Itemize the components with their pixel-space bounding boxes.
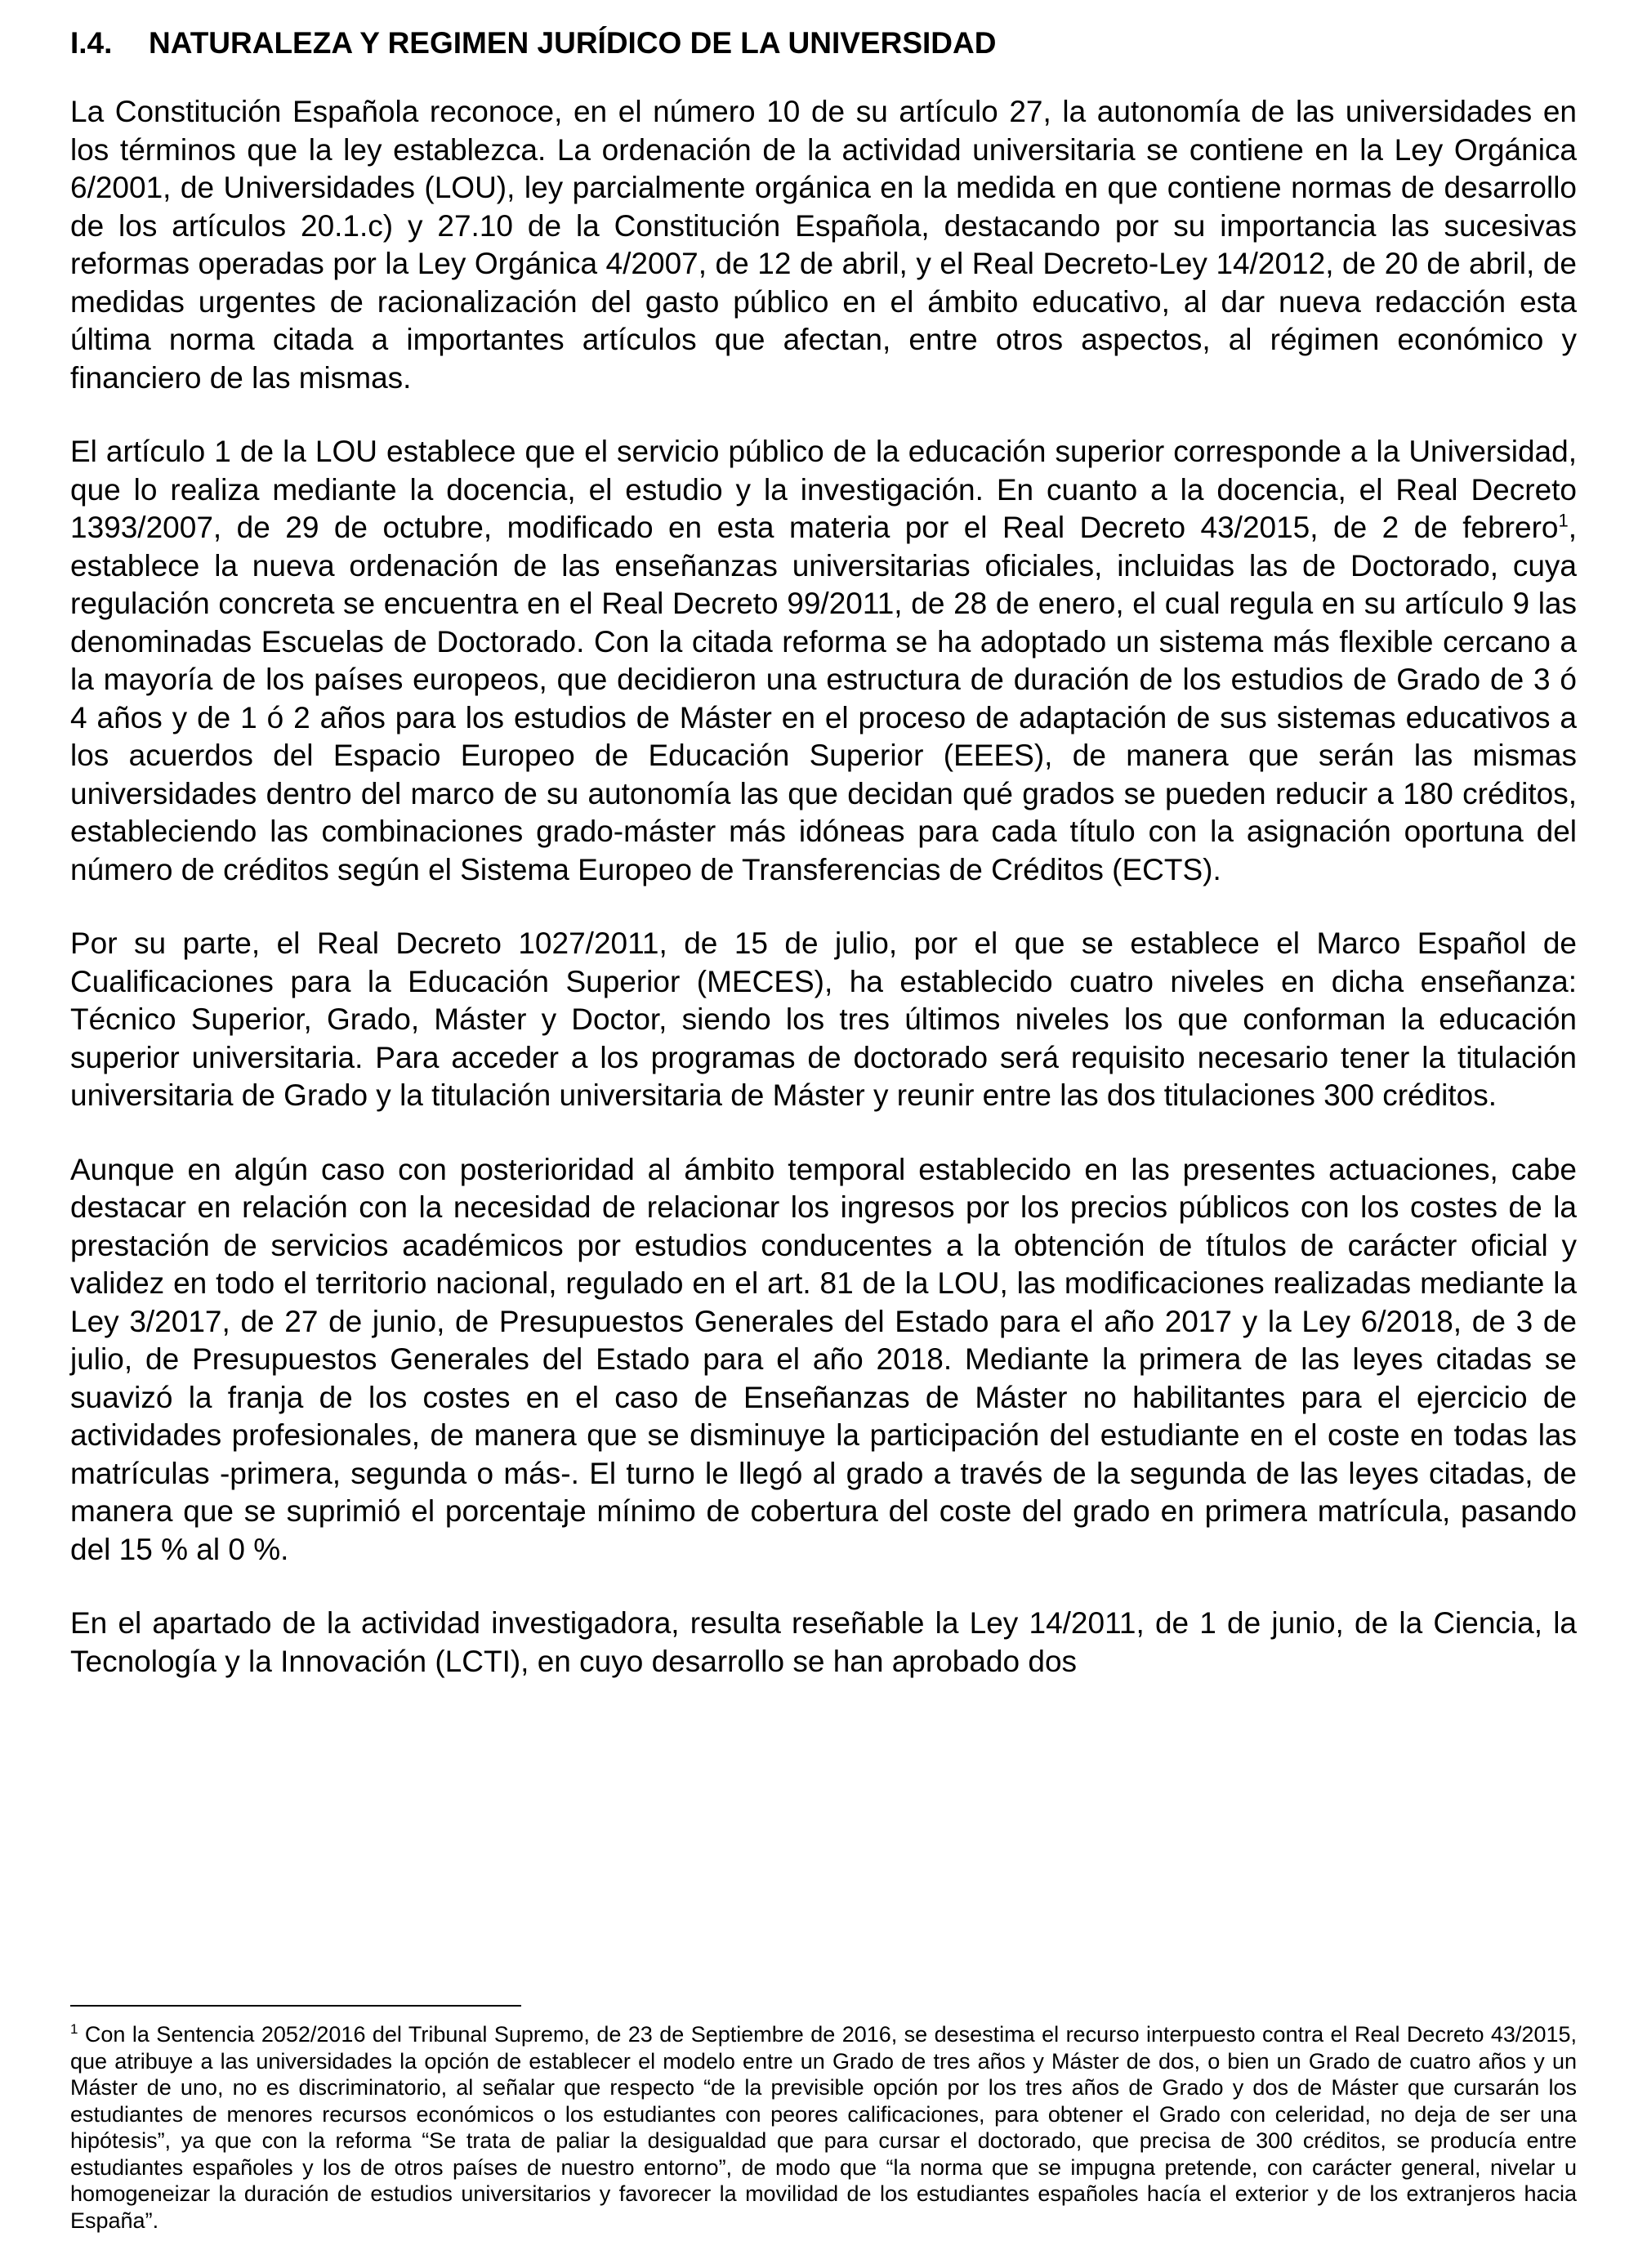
paragraph-4: Aunque en algún caso con posterioridad al ámbito temporal establecido en las presentes actuaciones, cabe destacar en relación con la necesidad de relacionar los ingresos por los precios públicos con los costes de la prestación de servicios académicos por estudios conducentes a la obtención de títulos de carácter oficial y validez en todo el territorio nacional, regulado en el art. 81 de la LOU, las modificaciones realizadas mediante la Ley 3/2017, de 27 de junio, de Presupuestos Generales del Estado para el año 2017 y la Ley 6/2018, de 3 de julio, de Presupuestos Generales del Estado para el año 2018. Mediante la primera de las leyes citadas se suavizó la franja de los costes en el caso de Enseñanzas de Máster no habilitantes para el ejercicio de actividades profesionales, de manera que se disminuye la participación del estudiante en el coste en todas las matrículas -primera, segunda o más-. El turno le llegó al grado a través de la segunda de las leyes citadas, de manera que se suprimió el porcentaje mínimo de cobertura del coste del grado en primera matrícula, pasando del 15 % al 0 %. [70,1152,1577,1566]
paragraph-5: En el apartado de la actividad investigadora, resulta reseñable la Ley 14/2011, de 1 de junio, de la Ciencia, la Tecnología y la Innovación (LCTI), en cuyo desarrollo se han aprobado dos [70,1606,1577,1678]
section-heading [70,23,1577,64]
paragraph-1: La Constitución Española reconoce, en el número 10 de su artículo 27, la autonomía de las universidades en los términos que la ley establezca. La ordenación de la actividad universitaria se contiene en la Ley Orgánica 6/2001, de Universidades (LOU), ley parcialmente orgánica en la medida en que contiene normas de desarrollo de los artículos 20.1.c) y 27.10 de la Constitución Española, destacando por su importancia las sucesivas reformas operadas por la Ley Orgánica 4/2007, de 12 de abril, y el Real Decreto-Ley 14/2012, de 20 de abril, de medidas urgentes de racionalización del gasto público en el ámbito educativo, al dar nueva redacción esta última norma citada a importantes artículos que afectan, entre otros aspectos, al régimen económico y financiero de las mismas. [70,95,1577,395]
paragraph-2 [70,433,1577,889]
paragraph-3: Por su parte, el Real Decreto 1027/2011, de 15 de julio, por el que se establece el Marco Español de Cualificaciones para la Educación Superior (MECES), ha establecido cuatro niveles en dicha enseñanza: Técnico Superior, Grado, Máster y Doctor, siendo los tres últimos niveles los que conforman la educación superior universitaria. Para acceder a los programas de doctorado será requisito necesario tener la titulación universitaria de Grado y la titulación universitaria de Máster y reunir entre las dos titulaciones 300 créditos. [70,926,1577,1112]
footnote-reference[interactable]: 1 [1558,510,1569,531]
paragraph-2-text-after: , establece la nueva ordenación de las enseñanzas universitarias oficiales, incluidas las de Doctorado, cuya regulación concreta se encuentra en el Real Decreto 99/2011, de 28 de enero, el cual regula en su artículo 9 las denominadas Escuelas de Doctorado. Con la citada reforma se ha adoptado un sistema más flexible cercano a la mayoría de los países europeos, que decidieron una estructura de duración de los estudios de Grado de 3 ó 4 años y de 1 ó 2 años para los estudios de Máster en el proceso de adaptación de sus sistemas educativos a los acuerdos del Espacio Europeo de Educación Superior (EEES), de manera que serán las mismas universidades dentro del marco de su autonomía las que decidan qué grados se pueden reducir a 180 créditos, estableciendo las combinaciones grado-máster más idóneas para cada título con la asignación oportuna del número de créditos según el Sistema Europeo de Transferencias de Créditos (ECTS). [70,511,1577,886]
footnote-marker: 1 [70,2021,78,2037]
footnote-separator [70,2005,521,2007]
paragraph-2-text-before: El artículo 1 de la LOU establece que el servicio público de la educación superior corresponde a la Universidad, que lo realiza mediante la docencia, el estudio y la investigación. En cuanto a la docencia, el Real Decreto 1393/2007, de 29 de octubre, modificado en esta materia por el Real Decreto 43/2015, de 2 de febrero [70,435,1577,544]
footnote-text: Con la Sentencia 2052/2016 del Tribunal Supremo, de 23 de Septiembre de 2016, se desestima el recurso interpuesto contra el Real Decreto 43/2015, que atribuye a las universidades la opción de establecer el modelo entre un Grado de tres años y Máster de dos, o bien un Grado de cuatro años y un Máster de uno, no es discriminatorio, al señalar que respecto “de la previsible opción por los tres años de Grado y dos de Máster que cursarán los estudiantes de menores recursos económicos o los estudiantes con peores calificaciones, para obtener el Grado con celeridad, no deja de ser una hipótesis”, ya que con la reforma “Se trata de paliar la desigualdad que para cursar el doctorado, que precisa de 300 créditos, se producía entre estudiantes españoles y los de otros países de nuestro entorno”, de modo que “la norma que se impugna pretende, con carácter general, nivelar u homogeneizar la duración de estudios universitarios y favorecer la movilidad de los estudiantes españoles hacía el exterior y de los extranjeros hacia España”. [70,2022,1577,2233]
section-title: NATURALEZA Y REGIMEN JURÍDICO DE LA UNIVERSIDAD [149,26,997,60]
section-number: I.4. [70,26,113,60]
footnote [70,2021,1577,2234]
document-page [70,23,1577,1717]
